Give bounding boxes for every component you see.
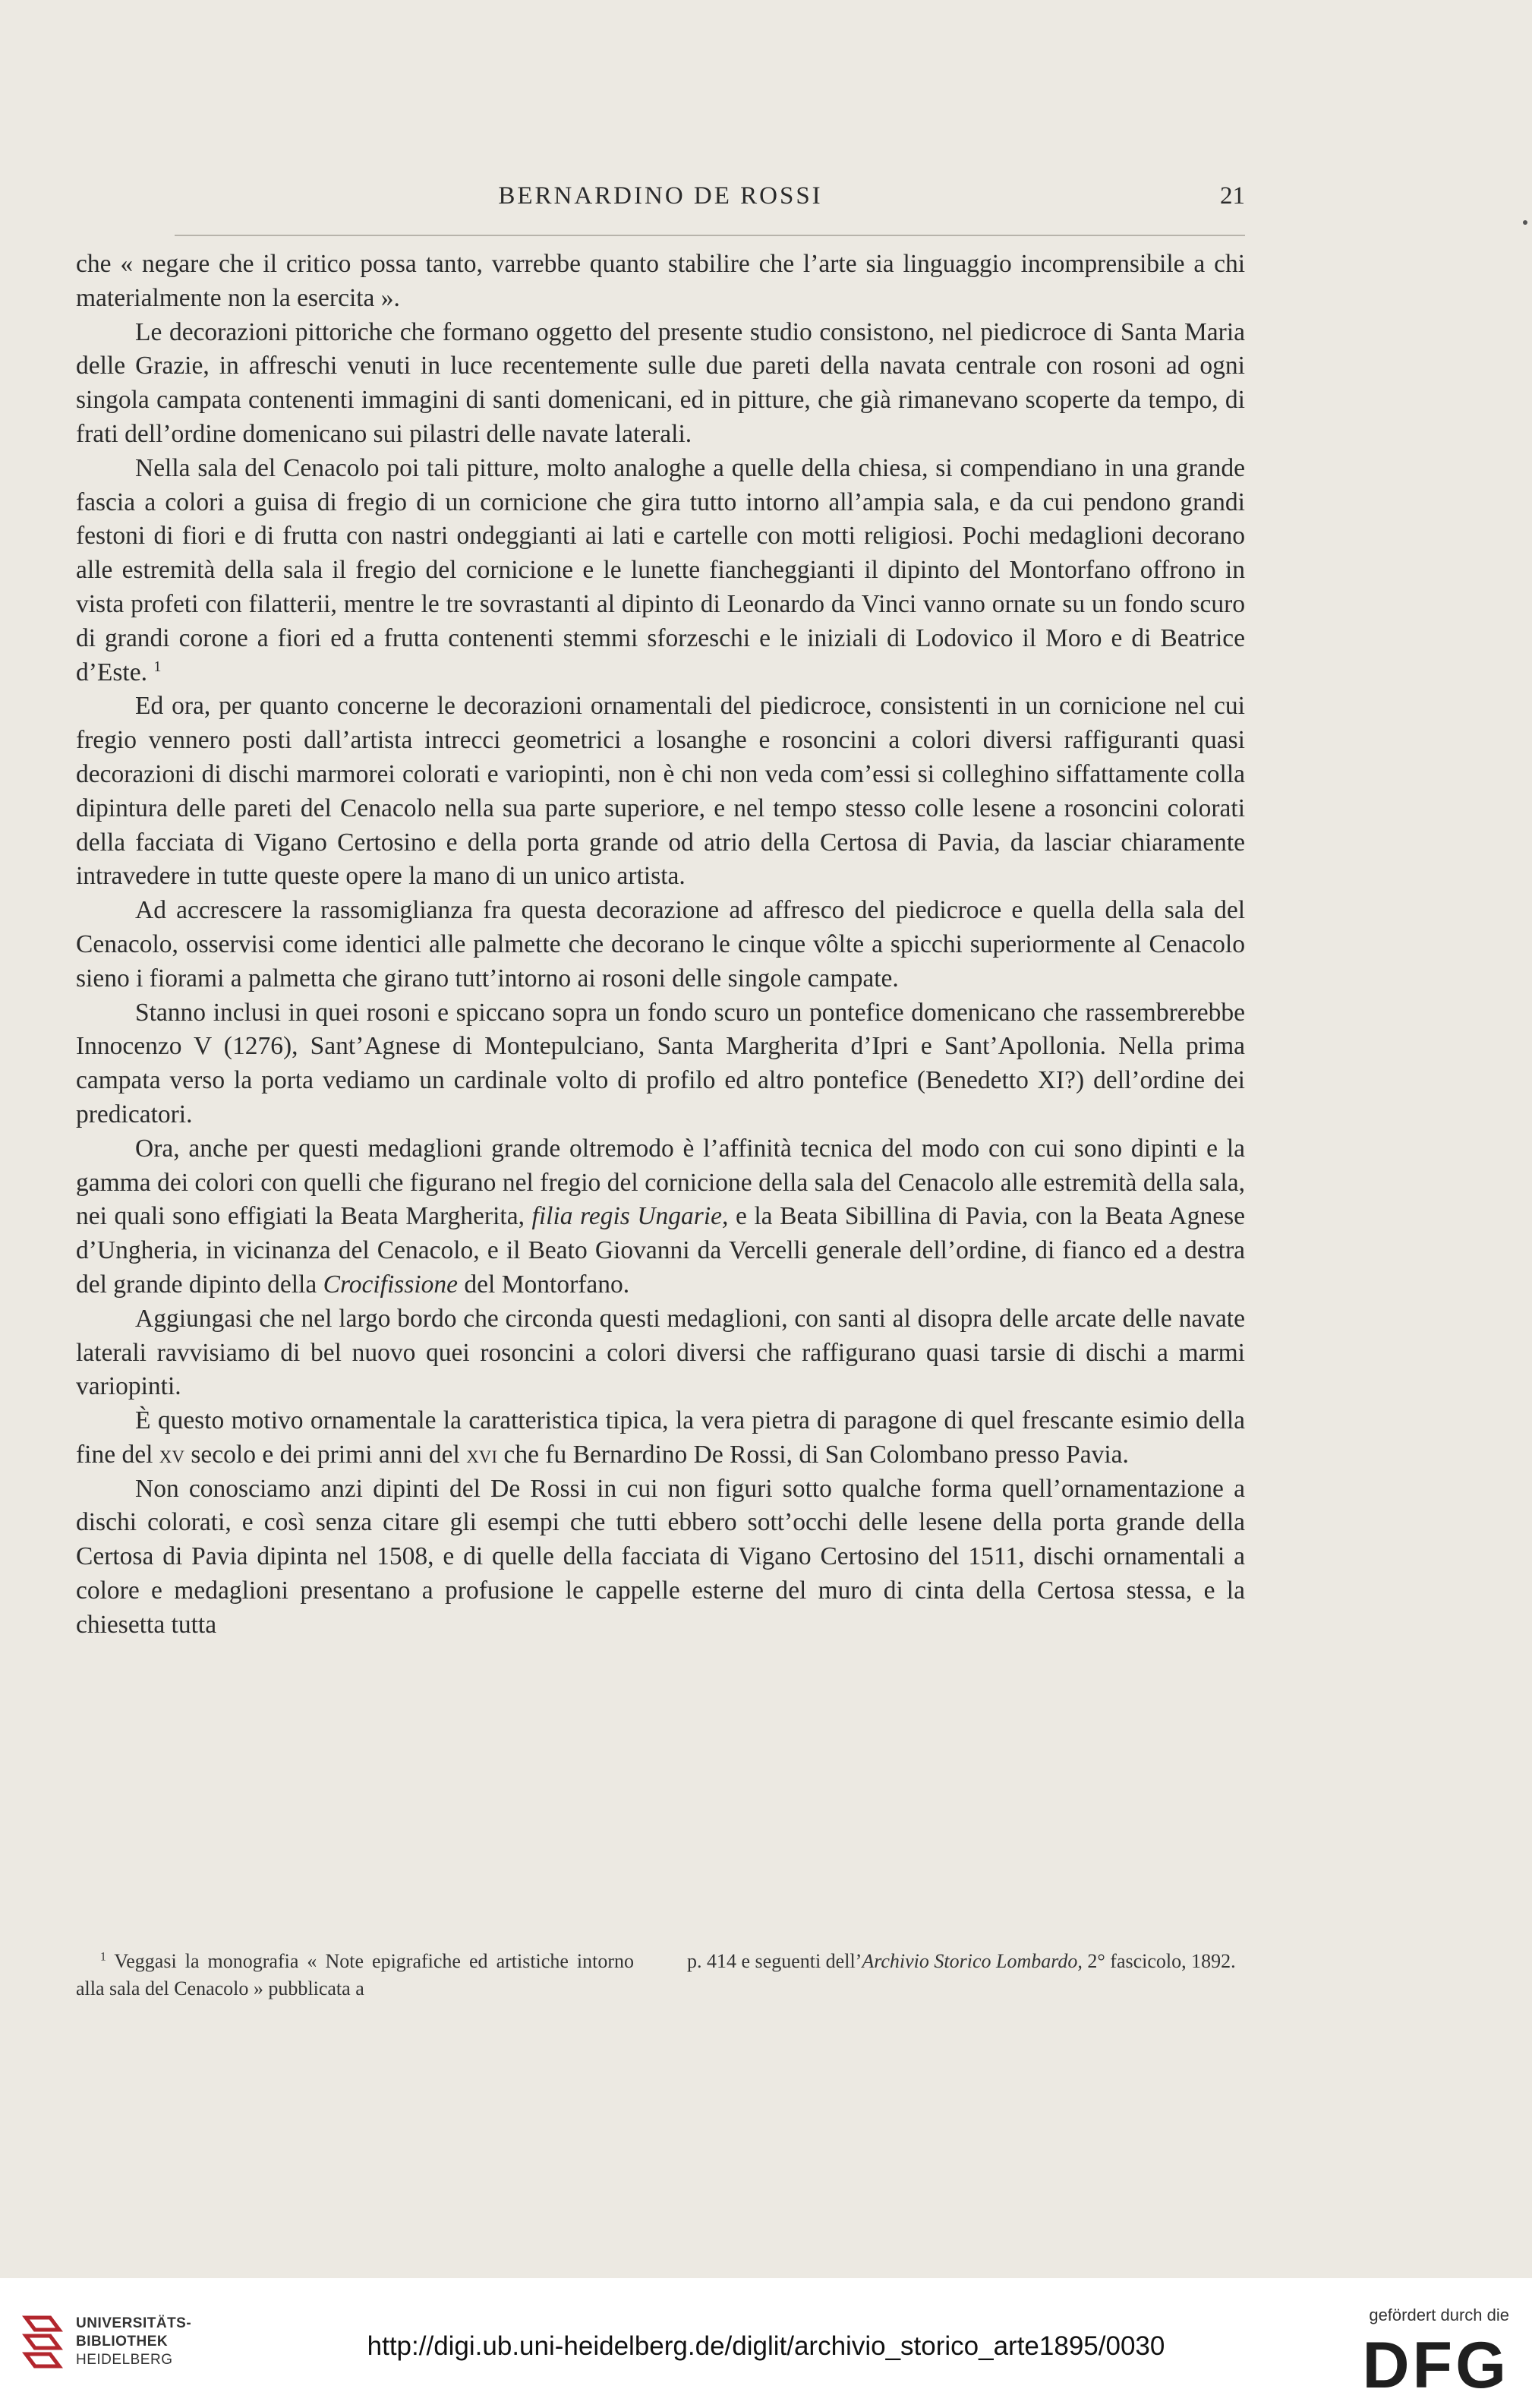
library-line-2: BIBLIOTHEK [76, 2334, 169, 2350]
funded-by-label: gefördert durch die [1369, 2305, 1509, 2324]
library-line-3: HEIDELBERG [76, 2352, 173, 2368]
century-xv: xv [159, 1440, 184, 1469]
paragraph-9-text-b: secolo e dei primi anni del [191, 1440, 460, 1469]
paragraph-9 [76, 1404, 1245, 1472]
paragraph-7-text-a: Ora, anche per questi medaglioni grande oltremodo è l’affinità tecnica del modo con cui sono dipinti e la gamma dei colori con quelli che figurano nel fregio del cornicione della sala del Cenacolo alle estremità della sala, nei quali sono effigiati la Beata Margherita, [76, 1134, 1245, 1231]
paragraph-7-italic-2: Crocifissione [323, 1270, 459, 1299]
paragraph-9-text-c: che fu Bernardino De Rossi, di San Colombano presso Pavia. [503, 1440, 1129, 1469]
footnote-marker: 1 [100, 1950, 106, 1964]
paragraph-9-text-a: È questo motivo ornamentale la caratteristica tipica, la vera pietra di paragone di quel frescante esimio della fine del [76, 1406, 1245, 1469]
scan-speck [1523, 220, 1527, 225]
paragraph-7-italic: filia regis Ungarie, [531, 1202, 729, 1231]
paragraph-7 [76, 1132, 1245, 1302]
paragraph-3-text: Nella sala del Cenacolo poi tali pitture, molto analoghe a quelle della chiesa, si compendiano in una grande fascia a colori a guisa di fregio di un cornicione che gira tutto intorno all’ampia sala, e da cui pendono grandi festoni di fiori e di frutta con nastri ondeggianti ai lati e cartelle con motti religiosi. Pochi medaglioni decorano alle estremità della sala il fregio del cornicione e le lunette fiancheggianti il dipinto del Montorfano offrono in vista profeti con filatterii, mentre le tre sovrastanti al dipinto di Leonardo da Vinci vanno ornate su un fondo scuro di grandi corone a fiori ed a frutta contenenti stemmi sforzeschi e le iniziali di Lodovico il Moro e di Beatrice d’Este. [76, 453, 1245, 686]
footnote-column-2 [687, 1948, 1245, 2002]
footnote-column-1 [76, 1948, 634, 2002]
paragraph-10: Non conosciamo anzi dipinti del De Rossi in cui non figuri sotto qualche forma quell’ornamentazione a dischi colorati, e così senza citare gli esempi che tutti ebbero sott’occhi delle lesene della porta grande della Certosa di Pavia dipinta nel 1508, e di quelle della facciata di Vigano Certosino del 1511, dischi ornamentali a colore e medaglioni presentano a profusione le cappelle esterne del muro di cinta della Certosa stessa, e la chiesetta tutta [76, 1474, 1245, 1639]
running-head [76, 182, 1245, 217]
paragraph-8: Aggiungasi che nel largo bordo che circonda questi medaglioni, con santi al disopra delle arcate delle navate laterali ravvisiamo di bel nuovo quei rosoncini a colori diversi che raffigurano quasi tarsie di dischi a marmi variopinti. [76, 1304, 1245, 1401]
page-number: 21 [1220, 182, 1245, 210]
paragraph-4: Ed ora, per quanto concerne le decorazioni ornamentali del piedicroce, consistenti in un cornicione nel cui fregio vennero posti dall’artista intrecci geometrici a losanghe e rosoncini a colori diversi raffiguranti quasi decorazioni di dischi marmorei colorati e variopinti, non è chi non veda com’essi si colleghino siffattamente colla dipintura delle pareti del Cenacolo nella sua parte superiore, e nel tempo stesso colle lesene a rosoncini colorati della facciata di Vigano Certosino e della porta grande od atrio della Certosa di Pavia, da lasciar chiaramente intravedere in tutte queste opere la mano di un unico artista. [76, 692, 1245, 891]
footnote-text-1: Veggasi la monografia « Note epigrafiche ed artistiche intorno alla sala del Cenacolo » pubblicata a [76, 1950, 635, 1999]
century-xvi: xvi [466, 1440, 498, 1469]
page-title: BERNARDINO DE ROSSI [498, 182, 823, 210]
footnote-ref: 1 [153, 658, 162, 675]
source-url-link[interactable]: http://digi.ub.uni-heidelberg.de/diglit/archivio_storico_arte1895/0030 [367, 2331, 1165, 2361]
footnote-journal: Archivio Storico Lombardo, [862, 1950, 1083, 1972]
body-text [76, 248, 1245, 1643]
footnotes [76, 1948, 1245, 2002]
footer-bar [0, 2278, 1532, 2408]
paragraph-5: Ad accrescere la rassomiglianza fra questa decorazione ad affresco del piedicroce e quella della sala del Cenacolo, osservisi come identici alle palmette che decorano le cinque vôlte a spicchi superiormente al Cenacolo sieno i fiorami a palmetta che girano tutt’intorno ai rosoni delle singole campate. [76, 896, 1245, 993]
footnote-text-2b: 2° fascicolo, 1892. [1087, 1950, 1236, 1972]
paragraph-2: Le decorazioni pittoriche che formano oggetto del presente studio consistono, nel piedicroce di Santa Maria delle Grazie, in affreschi venuti in luce recentemente sulle due pareti della navata centrale con rosoni ad ogni singola campata contenenti immagini di santi domenicani, ed in pitture, che già rimanevano scoperte da tempo, di frati dell’ordine domenicano sui pilastri delle navate laterali. [76, 317, 1245, 448]
header-rule [175, 235, 1245, 236]
footnote-text-2a: p. 414 e seguenti dell’ [687, 1950, 862, 1972]
paragraph-1: che « negare che il critico possa tanto, varrebbe quanto stabilire che l’arte sia linguaggio incomprensibile a chi materialmente non la esercita ». [76, 250, 1245, 312]
dfg-logo: DFG [1362, 2329, 1509, 2402]
library-line-1: UNIVERSITÄTS- [76, 2315, 192, 2331]
paragraph-7-text-b: e la Beata Sibillina di Pavia, con la Beata Agnese d’Ungheria, in vicinanza del Cenacolo, e il Beato Giovanni da Vercelli generale dell’ordine, di fianco ed a destra del grande dipinto della [76, 1202, 1246, 1299]
paragraph-6: Stanno inclusi in quei rosoni e spiccano sopra un fondo scuro un pontefice domenicano che rassembrerebbe Innocenzo V (1276), Sant’Agnese di Montepulciano, Santa Margherita d’Ipri e Sant’Apollonia. Nella prima campata verso la porta vediamo un cardinale volto di profilo ed altro pontefice (Benedetto XI?) dell’ordine dei predicatori. [76, 998, 1245, 1128]
paragraph-3 [76, 452, 1245, 690]
paragraph-7-text-c: del Montorfano. [464, 1270, 630, 1299]
